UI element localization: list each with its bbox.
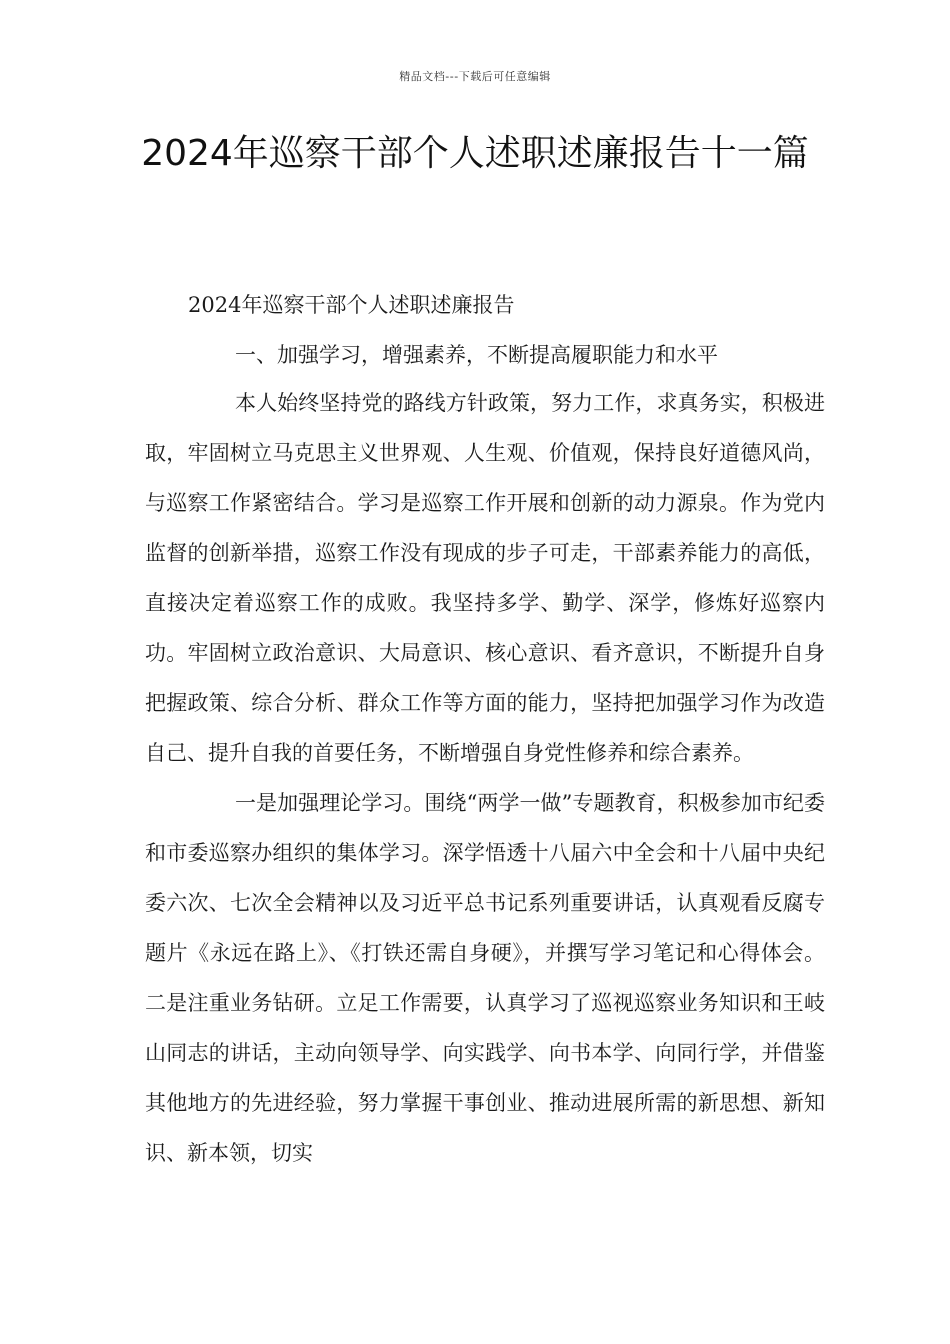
header-note: 精品文档---下载后可任意编辑 bbox=[399, 70, 551, 83]
paragraph-1: 本人始终坚持党的路线方针政策，努力工作，求真务实，积极进取，牢固树立马克思主义世界观、人生观、价值观，保持良好道德风尚，与巡察工作紧密结合。学习是巡察工作开展和创新的动力源泉。作为党内监督的创新举措，巡察工作没有现成的步子可走，干部素养能力的高低，直接决定着巡察工作的成败。我坚持多学、勤学、深学，修炼好巡察内功。牢固树立政治意识、大局意识、核心意识、看齐意识，不断提升自身把握政策、综合分析、群众工作等方面的能力，坚持把加强学习作为改造自己、提升自我的首要任务，不断增强自身党性修养和综合素养。 bbox=[145, 391, 825, 765]
paragraph-2: 一是加强理论学习。围绕“两学一做”专题教育，积极参加市纪委和市委巡察办组织的集体学习。深学悟透十八届六中全会和十八届中央纪委六次、七次全会精神以及习近平总书记系列重要讲话，认真观看反腐专题片《永远在路上》、《打铁还需自身硬》，并撰写学习笔记和心得体会。二是注重业务钻研。立足工作需要，认真学习了巡视巡察业务知识和王岐山同志的讲话，主动向领导学、向实践学、向书本学、向同行学，并借鉴其他地方的先进经验，努力掌握干事创业、推动进展所需的新思想、新知识、新本领，切实 bbox=[145, 791, 825, 1165]
document-title: 2024年巡察干部个人述职述廉报告十一篇 bbox=[141, 133, 809, 174]
document-subtitle: 2024年巡察干部个人述职述廉报告 bbox=[188, 293, 515, 317]
section-heading: 一、加强学习，增强素养，不断提高履职能力和水平 bbox=[235, 343, 718, 367]
body-paragraphs bbox=[145, 378, 825, 1178]
